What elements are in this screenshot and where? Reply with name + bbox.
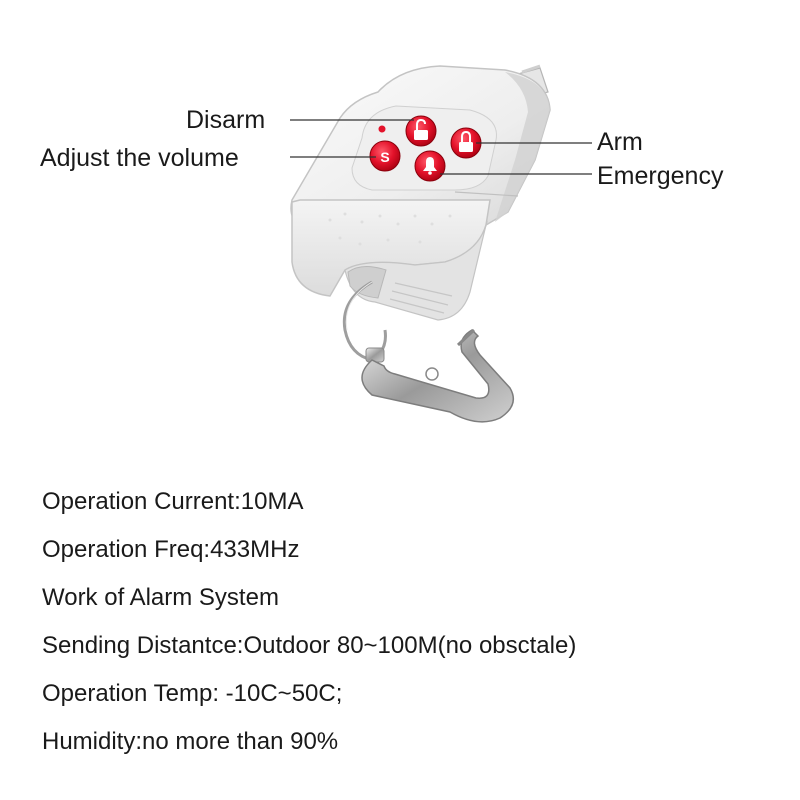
spec-list <box>42 478 576 766</box>
spec-work-of-alarm-system: Work of Alarm System <box>42 584 279 611</box>
emergency-button[interactable] <box>415 151 445 181</box>
spec-operation-freq: Operation Freq:433MHz <box>42 536 300 563</box>
spec-humidity: Humidity:no more than 90% <box>42 728 339 755</box>
arm-label: Arm <box>597 128 643 156</box>
adjust-volume-button[interactable] <box>370 141 400 171</box>
adjust-volume-label: Adjust the volume <box>40 144 239 172</box>
emergency-label: Emergency <box>597 162 724 190</box>
remote-lower-body <box>292 200 490 320</box>
spec-sending-distance: Sending Distantce:Outdoor 80~100M(no obsctale) <box>42 632 577 659</box>
spec-operation-temp: Operation Temp: -10C~50C; <box>42 680 343 707</box>
s-icon: S <box>380 149 390 165</box>
disarm-label: Disarm <box>186 106 266 134</box>
status-led <box>379 126 386 133</box>
spec-operation-current: Operation Current:10MA <box>42 488 304 515</box>
